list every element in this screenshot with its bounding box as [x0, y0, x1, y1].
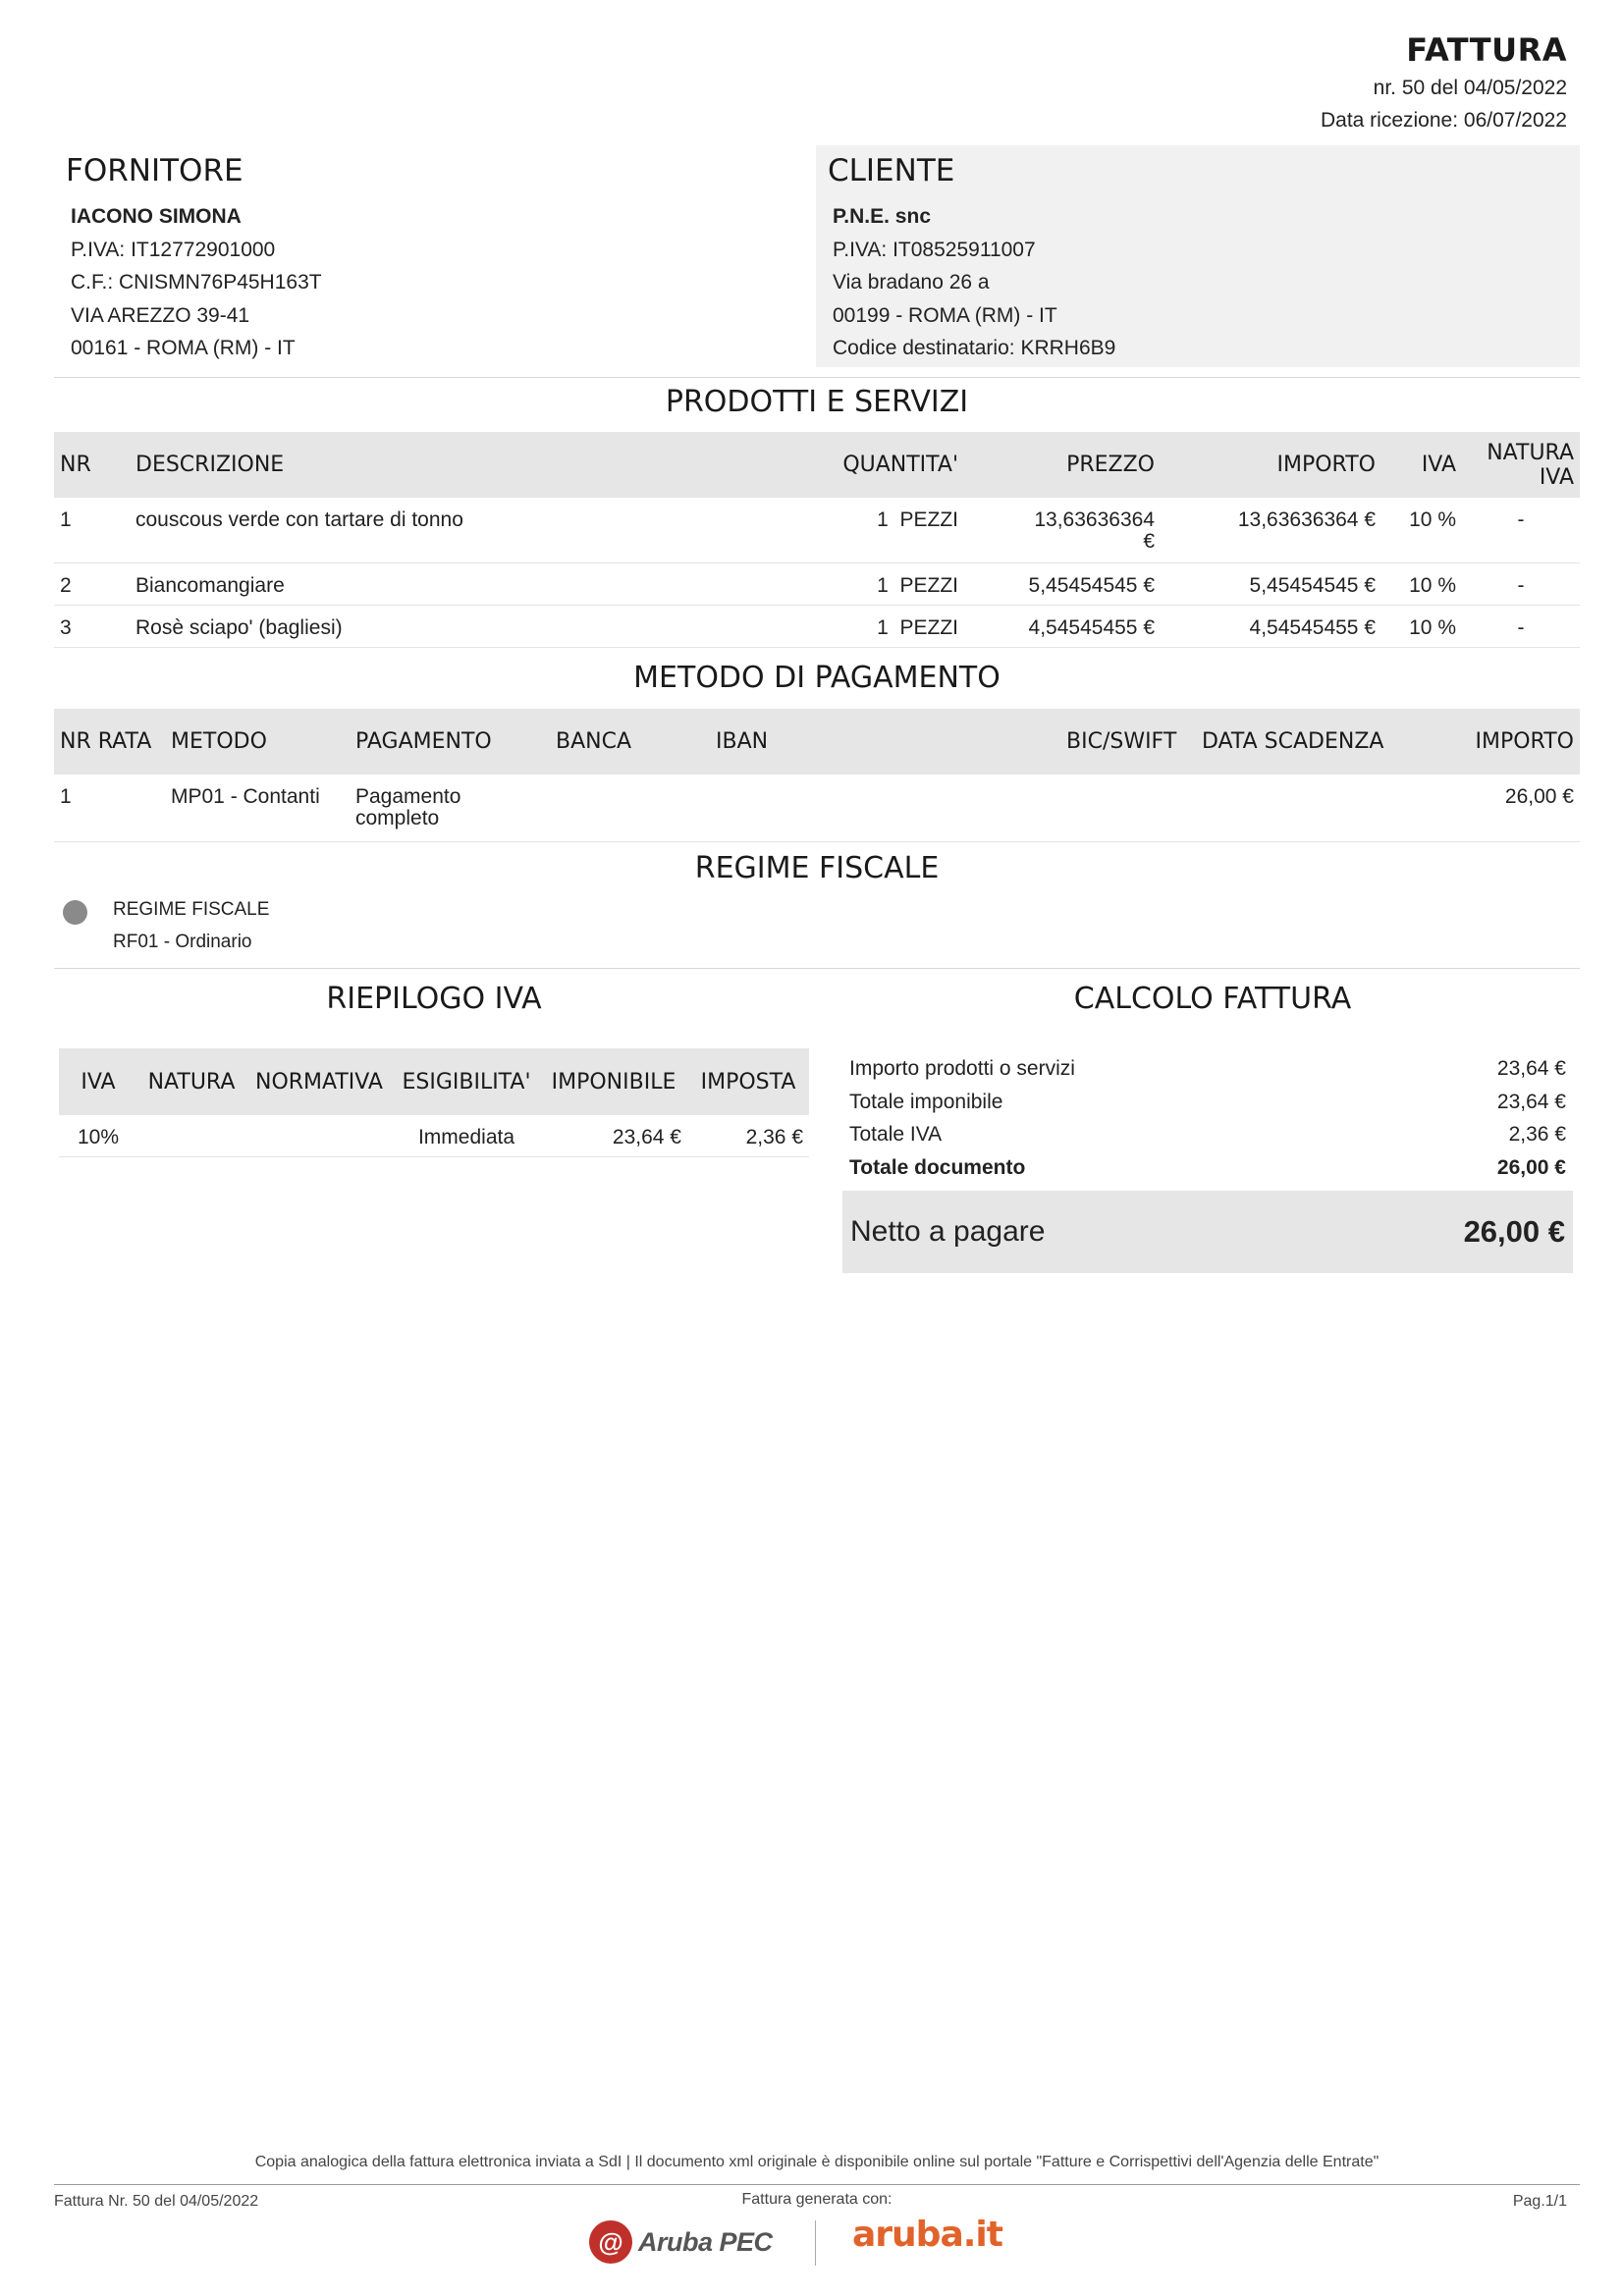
vat-header-row [59, 1048, 809, 1115]
row-nature [137, 1115, 245, 1157]
col-payment: PAGAMENTO [350, 709, 550, 774]
col-tax: IMPOSTA [687, 1048, 809, 1115]
row-payment-line1: Pagamento [355, 785, 461, 808]
row-amount: 4,54545455 € [1161, 605, 1381, 647]
row-nr: 2 [54, 562, 130, 605]
supplier-heading: FORNITORE [66, 153, 243, 188]
payments-title: METODO DI PAGAMENTO [633, 661, 1001, 695]
row-vat: 10 % [1381, 605, 1462, 647]
row-due-date [1196, 774, 1398, 841]
col-installment: NR RATA [54, 709, 165, 774]
calc-label: Importo prodotti o servizi [849, 1057, 1075, 1080]
col-method: METODO [165, 709, 350, 774]
row-quantity [679, 498, 964, 562]
row-price: 4,54545455 € [964, 605, 1161, 647]
aruba-pec-logo [589, 2220, 781, 2264]
row-vat: 10 % [1381, 562, 1462, 605]
row-qty-value: 1 [877, 615, 889, 639]
supplier-vat: P.IVA: IT12772901000 [71, 238, 276, 261]
supplier-address: VIA AREZZO 39-41 [71, 303, 250, 327]
row-qty-unit: PEZZI [899, 573, 958, 597]
row-bic [1060, 774, 1196, 841]
products-title: PRODOTTI E SERVIZI [665, 385, 969, 419]
row-vat-nature: - [1462, 498, 1580, 562]
row-qty-value: 1 [877, 573, 889, 597]
col-description: DESCRIZIONE [130, 432, 679, 498]
tax-regime-label: REGIME FISCALE [113, 899, 270, 920]
calculation-title: CALCOLO FATTURA [1073, 982, 1352, 1016]
logo-separator [815, 2220, 816, 2266]
col-due-date: DATA SCADENZA [1196, 709, 1398, 774]
col-vat: IVA [1381, 432, 1462, 498]
bullet-icon [63, 900, 87, 925]
aruba-seal-icon: @ [589, 2220, 632, 2264]
col-taxable: IMPONIBILE [540, 1048, 687, 1115]
row-method: MP01 - Contanti [165, 774, 350, 841]
col-bank: BANCA [550, 709, 710, 774]
divider [54, 968, 1580, 969]
row-law [245, 1115, 393, 1157]
calc-value: 26,00 € [1496, 1155, 1566, 1179]
footer-note: Copia analogica della fattura elettronica inviata a SdI | Il documento xml originale è disponibile online sul portale "Fatture e Corrispettivi dell'Agenzia delle Entrate" [254, 2154, 1380, 2170]
col-iban: IBAN [710, 709, 1060, 774]
table-row [54, 605, 1580, 647]
col-quantity: QUANTITA' [679, 432, 964, 498]
col-price: PREZZO [964, 432, 1161, 498]
supplier-box [54, 145, 810, 367]
row-qty-value: 1 [877, 508, 889, 531]
row-vat: 10 % [1381, 498, 1462, 562]
col-law: NORMATIVA [245, 1048, 393, 1115]
aruba-pec-logo-text: Aruba PEC [638, 2226, 773, 2257]
row-payment-line2: completo [355, 807, 440, 829]
net-to-pay-value: 26,00 € [1463, 1214, 1565, 1249]
calc-value: 2,36 € [1508, 1123, 1566, 1146]
footer-divider [54, 2184, 1580, 2185]
document-title: FATTURA [1406, 31, 1567, 69]
col-bic: BIC/SWIFT [1060, 709, 1196, 774]
row-description: Rosè sciapo' (bagliesi) [130, 605, 679, 647]
row-installment: 1 [54, 774, 165, 841]
tax-regime-title: REGIME FISCALE [694, 851, 940, 885]
row-qty-unit: PEZZI [899, 615, 958, 639]
client-box [816, 145, 1580, 367]
table-row [54, 498, 1580, 562]
client-name: P.N.E. snc [833, 205, 931, 228]
row-quantity [679, 605, 964, 647]
col-nr: NR [54, 432, 130, 498]
calc-row-taxable [849, 1086, 1566, 1119]
row-payability: Immediata [393, 1115, 540, 1157]
col-vat-nature: NATURA IVA [1462, 432, 1580, 498]
col-amount: IMPORTO [1398, 709, 1580, 774]
products-table [54, 432, 1580, 648]
net-to-pay-box [842, 1191, 1573, 1273]
client-address: Via bradano 26 a [833, 271, 990, 294]
received-date: Data ricezione: 06/07/2022 [1320, 109, 1567, 132]
footer-generated-by: Fattura generata con: [741, 2191, 893, 2208]
row-nr: 1 [54, 498, 130, 562]
row-price-value: 13,63636364 € [1034, 508, 1155, 553]
row-vat-nature: - [1462, 562, 1580, 605]
supplier-name: IACONO SIMONA [71, 205, 242, 228]
calc-row-products [849, 1052, 1566, 1086]
row-price: 5,45454545 € [964, 562, 1161, 605]
row-tax: 2,36 € [687, 1115, 809, 1157]
supplier-city: 00161 - ROMA (RM) - IT [71, 337, 296, 359]
row-quantity [679, 562, 964, 605]
row-vat-nature: - [1462, 605, 1580, 647]
payments-header-row [54, 709, 1580, 774]
row-price [964, 498, 1161, 562]
row-bank [550, 774, 710, 841]
table-row [54, 562, 1580, 605]
payments-table [54, 709, 1580, 842]
row-amount: 5,45454545 € [1161, 562, 1381, 605]
page-number: Pag.1/1 [1512, 2193, 1567, 2210]
calc-label: Totale documento [849, 1155, 1026, 1179]
calc-label: Totale imponibile [849, 1090, 1003, 1113]
table-row [59, 1115, 809, 1157]
footer-invoice-ref: Fattura Nr. 50 del 04/05/2022 [54, 2193, 259, 2210]
divider [54, 377, 1580, 378]
row-description: Biancomangiare [130, 562, 679, 605]
aruba-it-logo: aruba.it [852, 2215, 1002, 2255]
vat-summary-table [59, 1048, 809, 1157]
vat-summary-title: RIEPILOGO IVA [326, 982, 542, 1016]
col-nature: NATURA [137, 1048, 245, 1115]
row-qty-unit: PEZZI [899, 508, 958, 531]
calculation-rows [849, 1052, 1566, 1184]
row-amount: 13,63636364 € [1161, 498, 1381, 562]
calc-row-vat [849, 1118, 1566, 1151]
tax-regime-value: RF01 - Ordinario [113, 932, 252, 952]
client-recipient-code: Codice destinatario: KRRH6B9 [833, 337, 1116, 359]
row-iban [710, 774, 1060, 841]
calc-label: Totale IVA [849, 1123, 943, 1146]
client-city: 00199 - ROMA (RM) - IT [833, 303, 1057, 327]
row-description: couscous verde con tartare di tonno [130, 498, 679, 562]
row-payment [350, 774, 550, 841]
col-amount: IMPORTO [1161, 432, 1381, 498]
calc-value: 23,64 € [1496, 1057, 1566, 1080]
calc-value: 23,64 € [1496, 1090, 1566, 1113]
row-taxable: 23,64 € [540, 1115, 687, 1157]
row-amount: 26,00 € [1398, 774, 1580, 841]
col-vat: IVA [59, 1048, 137, 1115]
client-vat: P.IVA: IT08525911007 [833, 238, 1036, 261]
table-row [54, 774, 1580, 841]
client-heading: CLIENTE [828, 153, 955, 188]
row-vat: 10% [59, 1115, 137, 1157]
calc-row-total [849, 1151, 1566, 1185]
col-payability: ESIGIBILITA' [393, 1048, 540, 1115]
net-to-pay-label: Netto a pagare [850, 1215, 1046, 1248]
row-nr: 3 [54, 605, 130, 647]
invoice-number: nr. 50 del 04/05/2022 [1373, 77, 1567, 99]
supplier-tax-code: C.F.: CNISMN76P45H163T [71, 271, 322, 294]
products-header-row [54, 432, 1580, 498]
